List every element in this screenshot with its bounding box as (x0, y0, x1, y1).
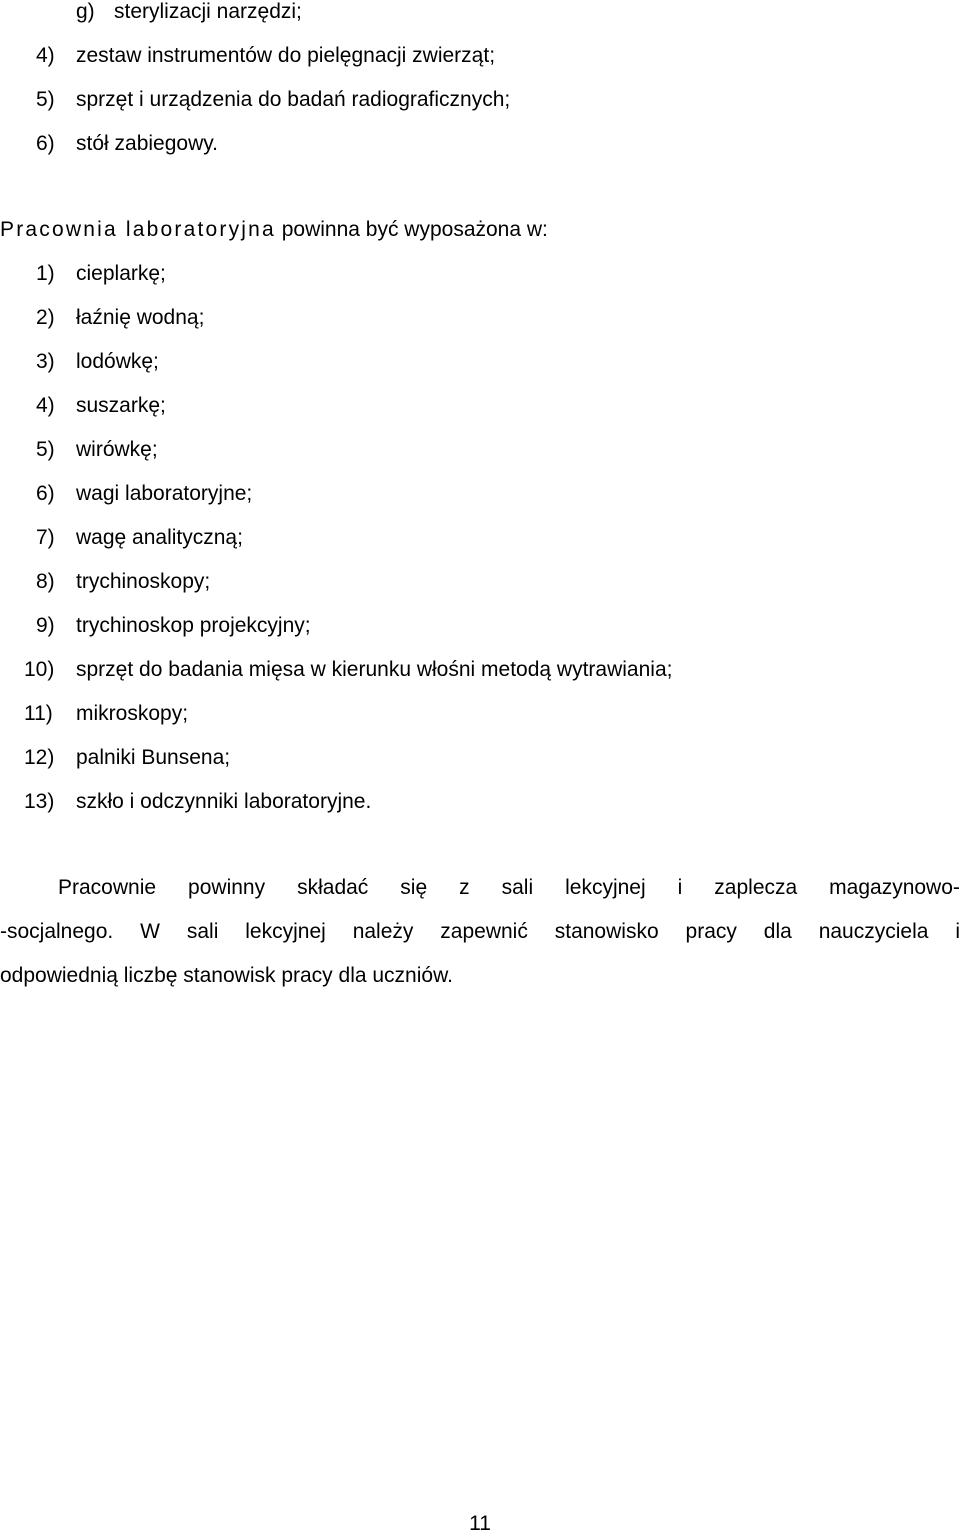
paragraph-word: dla (763, 920, 792, 943)
list-text: stół zabiegowy. (76, 132, 219, 155)
paragraph-word: -socjalnego. (0, 920, 114, 943)
paragraph-word: zaplecza (714, 876, 798, 899)
list-text: cieplarkę; (76, 262, 166, 285)
list-text: szkło i odczynniki laboratoryjne. (76, 790, 372, 813)
list-text: sprzęt do badania mięsa w kierunku włośni metodą wytrawiania; (76, 658, 673, 681)
paragraph-line-1 (58, 876, 960, 900)
list-marker: 13) (24, 790, 55, 813)
paragraph-word: stanowisko (554, 920, 659, 943)
list-text: łaźnię wodną; (76, 306, 205, 329)
paragraph-word: składać (297, 876, 369, 899)
paragraph-line-3: odpowiednią liczbę stanowisk pracy dla uczniów. (0, 964, 453, 987)
paragraph-word: Pracownie (58, 876, 157, 899)
list-text: sterylizacji narzędzi; (114, 0, 302, 23)
list-text: palniki Bunsena; (76, 746, 231, 769)
list-marker: 3) (36, 350, 55, 373)
list-marker: 10) (24, 658, 55, 681)
list-marker: 5) (36, 88, 55, 111)
paragraph-word: lekcyjnej (565, 876, 646, 899)
paragraph-word: i (677, 876, 683, 899)
list-text: trychinoskop projekcyjny; (76, 614, 311, 637)
list-marker: 6) (36, 482, 55, 505)
paragraph-word: nauczyciela (818, 920, 929, 943)
list-text: wirówkę; (76, 438, 158, 461)
paragraph-word: W (140, 920, 160, 943)
list-marker: 12) (24, 746, 55, 769)
paragraph-word: magazynowo- (829, 876, 960, 899)
paragraph-word: i (955, 920, 960, 943)
list-marker: 2) (36, 306, 55, 329)
list-text: trychinoskopy; (76, 570, 211, 593)
list-text: mikroskopy; (76, 702, 189, 725)
list-marker: 9) (36, 614, 55, 637)
list-marker: 7) (36, 526, 55, 549)
paragraph-word: sali (501, 876, 534, 899)
list-marker: 8) (36, 570, 55, 593)
list-text: lodówkę; (76, 350, 159, 373)
paragraph-word: się (400, 876, 428, 899)
paragraph-word: pracy (685, 920, 737, 943)
list-text: zestaw instrumentów do pielęgnacji zwierząt; (76, 44, 496, 67)
lab-heading-spaced: Pracownia laboratoryjna (0, 218, 276, 241)
list-marker: g) (76, 0, 95, 23)
list-marker: 4) (36, 394, 55, 417)
list-text: wagę analityczną; (76, 526, 243, 549)
list-marker: 6) (36, 132, 55, 155)
paragraph-word: zapewnić (440, 920, 528, 943)
lab-heading (0, 218, 548, 242)
paragraph-line-2 (0, 920, 960, 944)
paragraph-word: powinny (188, 876, 266, 899)
list-marker: 4) (36, 44, 55, 67)
list-text: wagi laboratoryjne; (76, 482, 253, 505)
paragraph-word: należy (352, 920, 414, 943)
list-marker: 1) (36, 262, 55, 285)
lab-heading-rest: powinna być wyposażona w: (275, 218, 548, 241)
list-text: suszarkę; (76, 394, 166, 417)
list-text: sprzęt i urządzenia do badań radiograficznych; (76, 88, 511, 111)
paragraph-word: z (459, 876, 470, 899)
list-marker: 5) (36, 438, 55, 461)
paragraph-word: lekcyjnej (245, 920, 326, 943)
paragraph-word: sali (186, 920, 219, 943)
list-marker: 11) (24, 702, 53, 725)
page-number: 11 (469, 1512, 491, 1535)
